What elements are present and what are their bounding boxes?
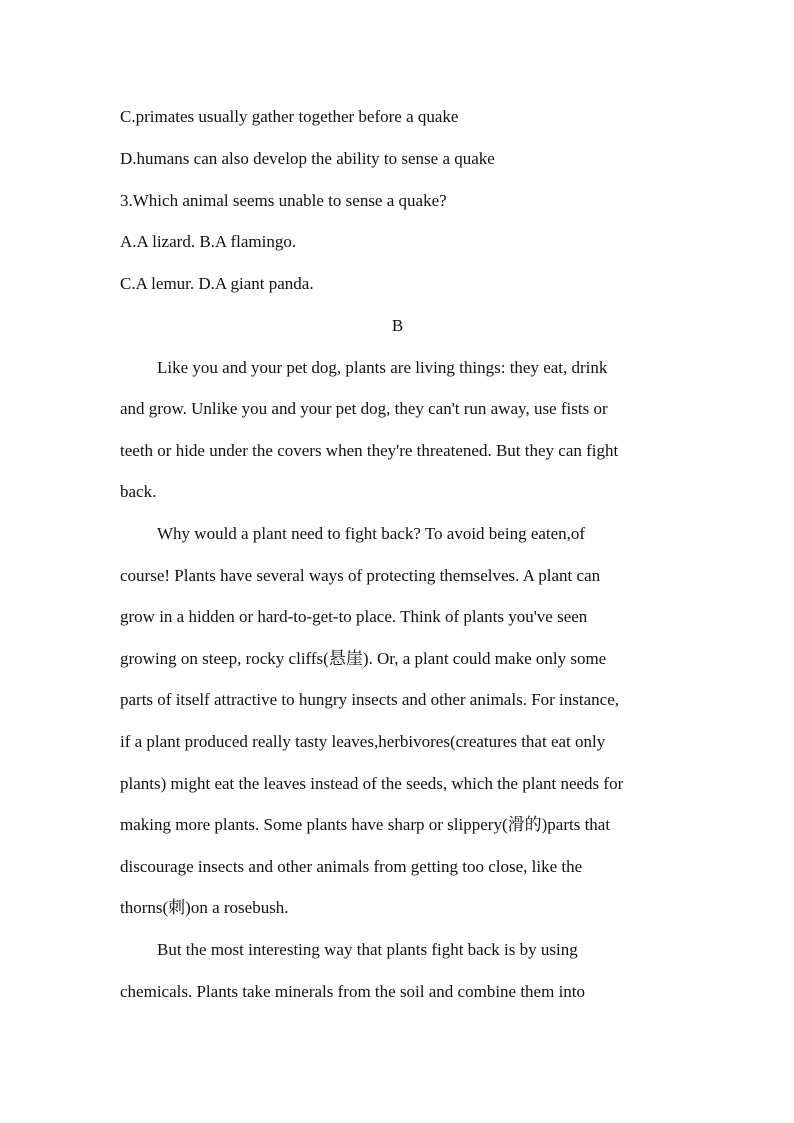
section-label: B — [391, 316, 404, 335]
paragraph-2-line-3: grow in a hidden or hard-to-get-to place. Think of plants you've seen — [120, 607, 588, 626]
paragraph-1-line-3: teeth or hide under the covers when they're threatened. But they can fight — [120, 441, 619, 460]
option-d-line: D.humans can also develop the ability to sense a quake — [120, 149, 495, 168]
paragraph-2-line-1: Why would a plant need to fight back? To avoid being eaten,of — [157, 524, 586, 543]
paragraph-1-line-4: back. — [120, 482, 157, 501]
paragraph-2-line-5: parts of itself attractive to hungry insects and other animals. For instance, — [120, 690, 620, 709]
option-c-line: C.primates usually gather together before a quake — [120, 107, 459, 126]
paragraph-2-line-6: if a plant produced really tasty leaves,herbivores(creatures that eat only — [120, 732, 606, 751]
question-3-options-ab: A.A lizard. B.A flamingo. — [120, 232, 297, 251]
paragraph-2-line-8: making more plants. Some plants have sharp or slippery(滑的)parts that — [120, 815, 611, 834]
question-3-stem: 3.Which animal seems unable to sense a quake? — [120, 191, 447, 210]
paragraph-2-line-7: plants) might eat the leaves instead of the seeds, which the plant needs for — [120, 774, 624, 793]
paragraph-2-line-4: growing on steep, rocky cliffs(悬崖). Or, a plant could make only some — [120, 649, 607, 668]
paragraph-2-line-10: thorns(刺)on a rosebush. — [120, 898, 289, 917]
question-3-options-cd: C.A lemur. D.A giant panda. — [120, 274, 314, 293]
paragraph-1-line-1: Like you and your pet dog, plants are living things: they eat, drink — [157, 358, 608, 377]
paragraph-3-line-1: But the most interesting way that plants fight back is by using — [157, 940, 578, 959]
paragraph-1-line-2: and grow. Unlike you and your pet dog, they can't run away, use fists or — [120, 399, 608, 418]
paragraph-3-line-2: chemicals. Plants take minerals from the soil and combine them into — [120, 982, 586, 1001]
paragraph-2-line-9: discourage insects and other animals from getting too close, like the — [120, 857, 583, 876]
paragraph-2-line-2: course! Plants have several ways of protecting themselves. A plant can — [120, 566, 601, 585]
